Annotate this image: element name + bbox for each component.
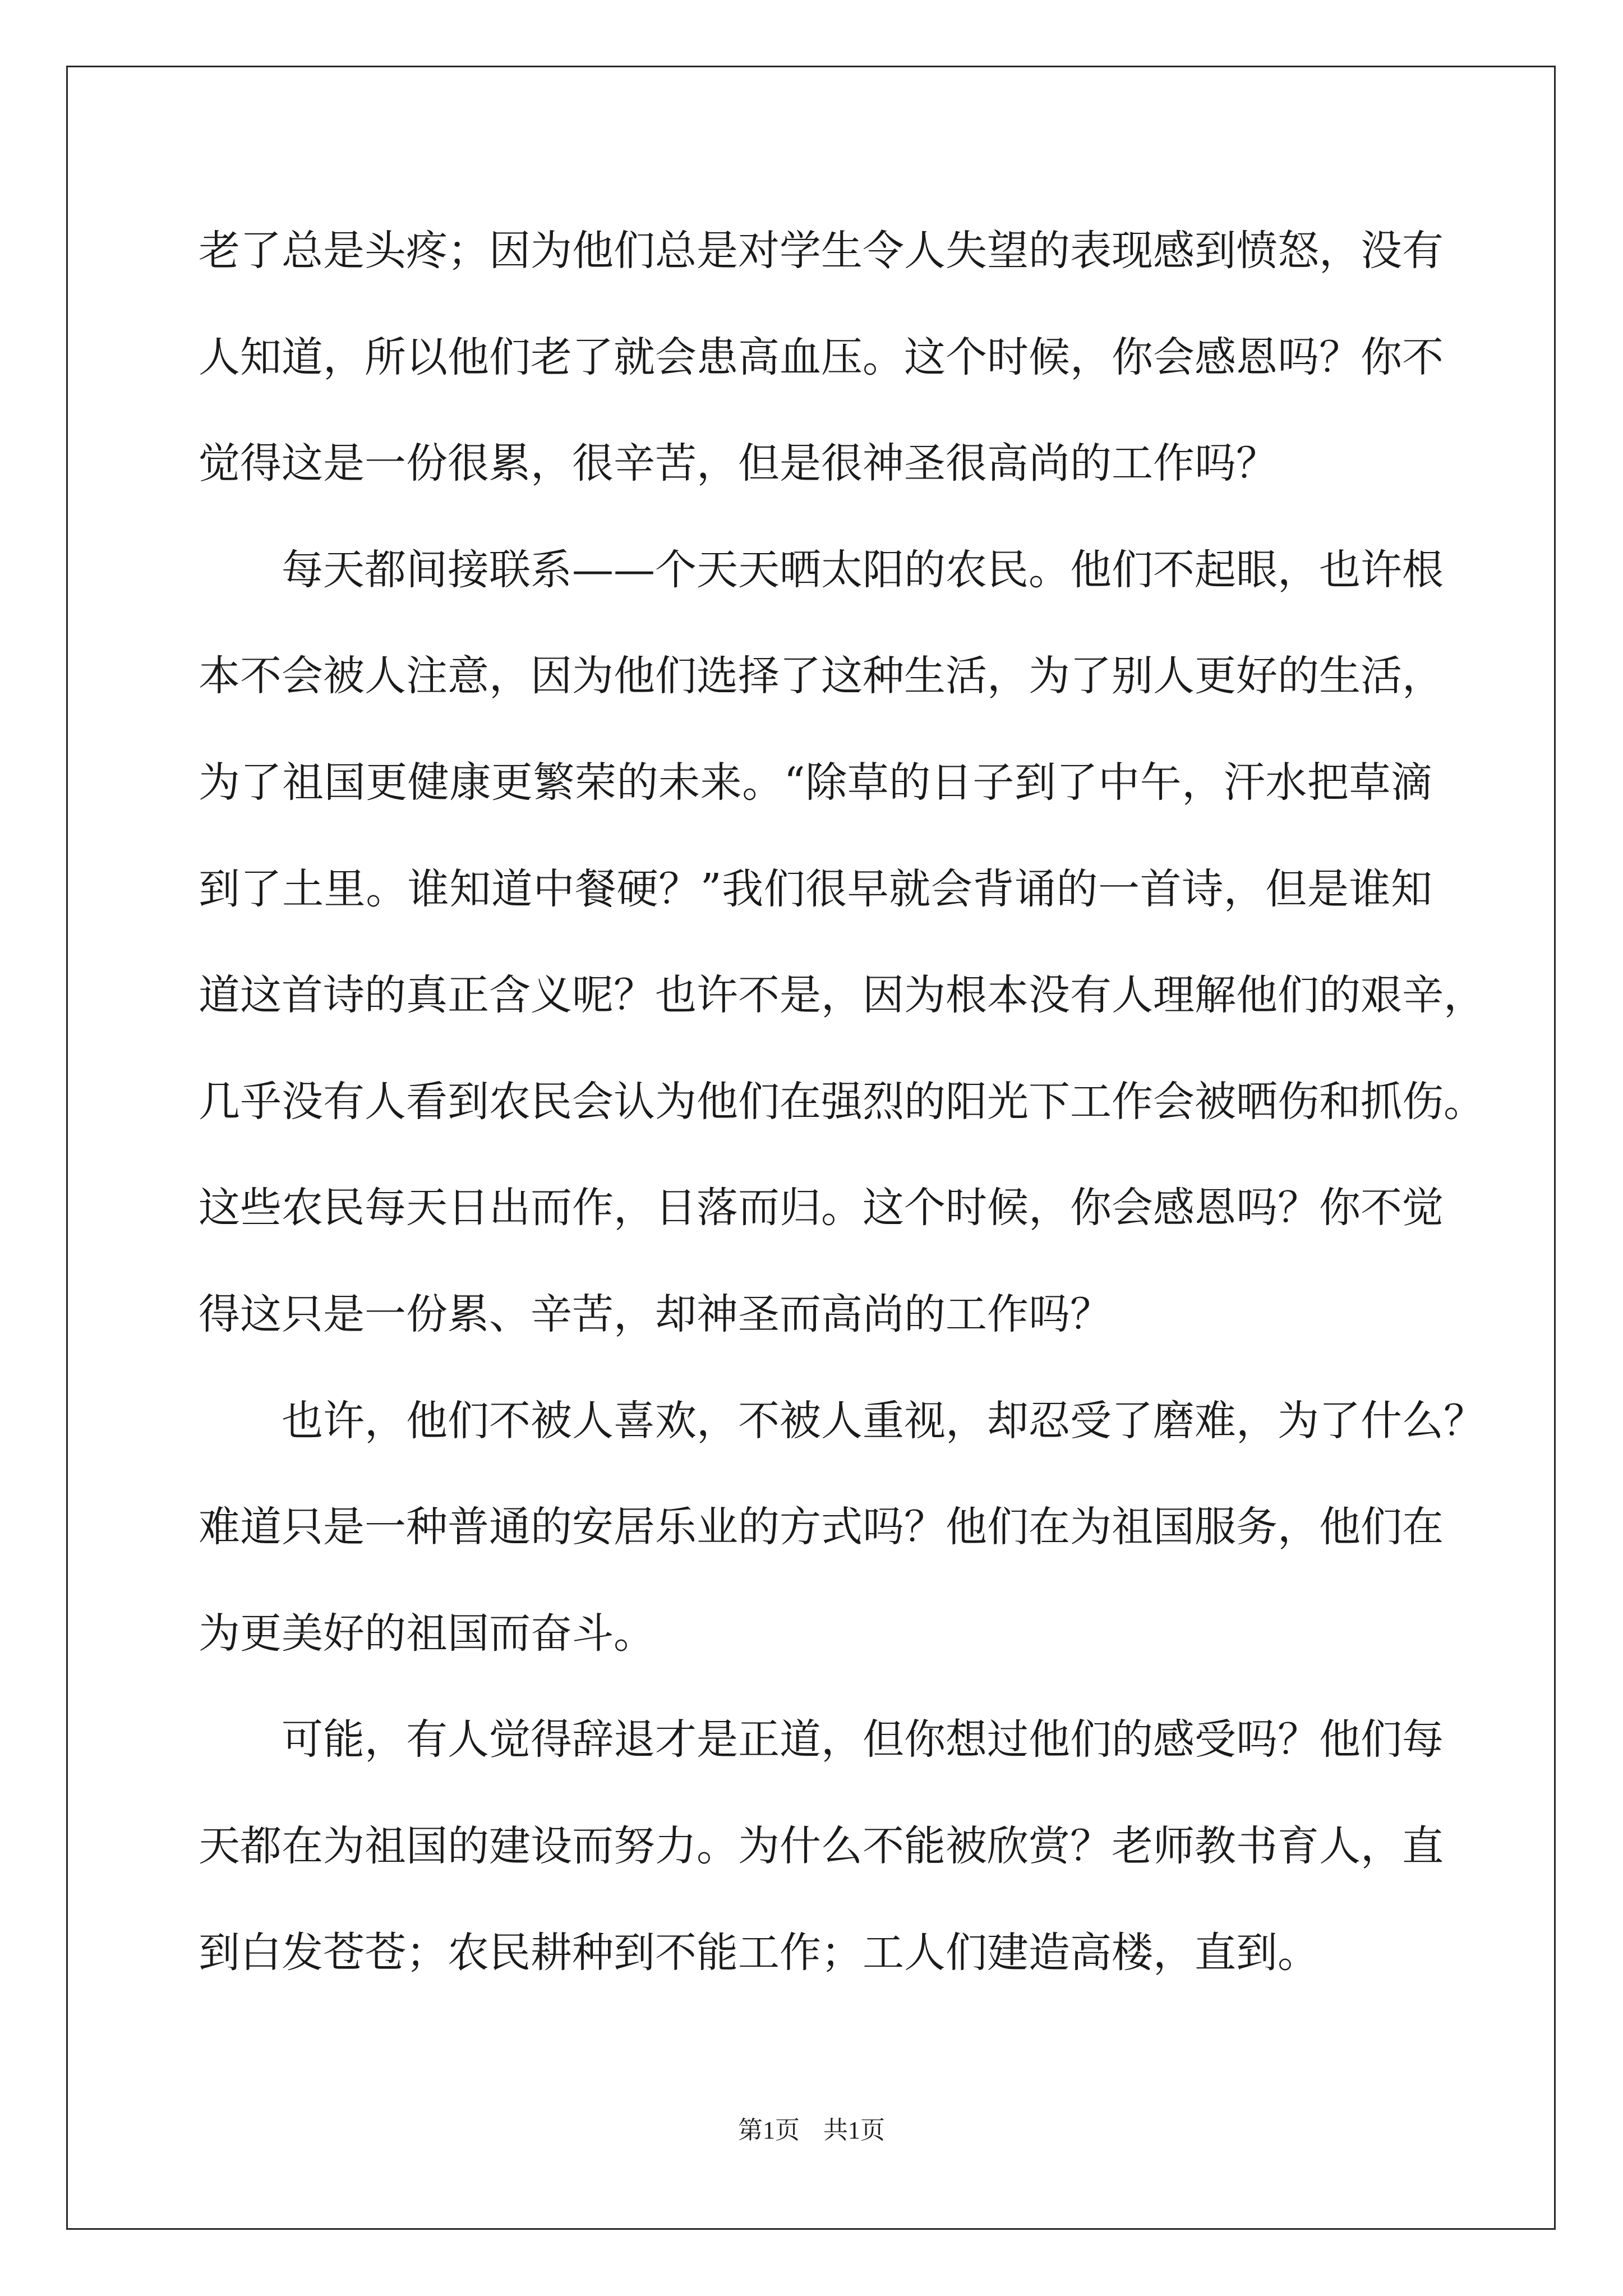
text-line: 到了土里。谁知道中餐硬？”我们很早就会背诵的一首诗，但是谁知 — [199, 864, 1432, 913]
text-line: 为更美好的祖国而奋斗。 — [199, 1609, 655, 1658]
text-line: 觉得这是一份很累，很辛苦，但是很神圣很高尚的工作吗？ — [199, 439, 1278, 488]
document-body — [199, 213, 1485, 2021]
text-line: 可能，有人觉得辞退才是正道，但你想过他们的感受吗？他们每 — [282, 1715, 1444, 1764]
text-line: 人知道，所以他们老了就会患高血压。这个时候，你会感恩吗？你不 — [199, 333, 1444, 381]
text-line: 每天都间接联系——个天天晒太阳的农民。他们不起眼，也许根 — [282, 545, 1444, 594]
page-number-current: 第1页 — [738, 2116, 800, 2144]
text-line: 难道只是一种普通的安居乐业的方式吗？他们在为祖国服务，他们在 — [199, 1503, 1444, 1552]
text-line: 为了祖国更健康更繁荣的未来。“除草的日子到了中午，汗水把草滴 — [199, 758, 1432, 807]
page-number-total: 共1页 — [823, 2116, 885, 2144]
text-line: 这些农民每天日出而作，日落而归。这个时候，你会感恩吗？你不觉 — [199, 1184, 1444, 1232]
text-line: 几乎没有人看到农民会认为他们在强烈的阳光下工作会被晒伤和抓伤。 — [199, 1077, 1485, 1126]
text-line: 天都在为祖国的建设而努力。为什么不能被欣赏？老师教书育人，直 — [199, 1821, 1444, 1870]
text-line: 也许，他们不被人喜欢，不被人重视，却忍受了磨难，为了什么？ — [282, 1396, 1485, 1445]
text-line: 老了总是头疼；因为他们总是对学生令人失望的表现感到愤怒，没有 — [199, 227, 1444, 275]
text-line: 道这首诗的真正含义呢？也许不是，因为根本没有人理解他们的艰辛， — [199, 971, 1485, 1020]
page-footer — [0, 2114, 1623, 2147]
text-line: 到白发苍苍；农民耕种到不能工作；工人们建造高楼，直到。 — [199, 1928, 1319, 1977]
text-line: 得这只是一份累、辛苦，却神圣而高尚的工作吗？ — [199, 1290, 1112, 1338]
text-line: 本不会被人注意，因为他们选择了这种生活，为了别人更好的生活， — [199, 652, 1444, 701]
